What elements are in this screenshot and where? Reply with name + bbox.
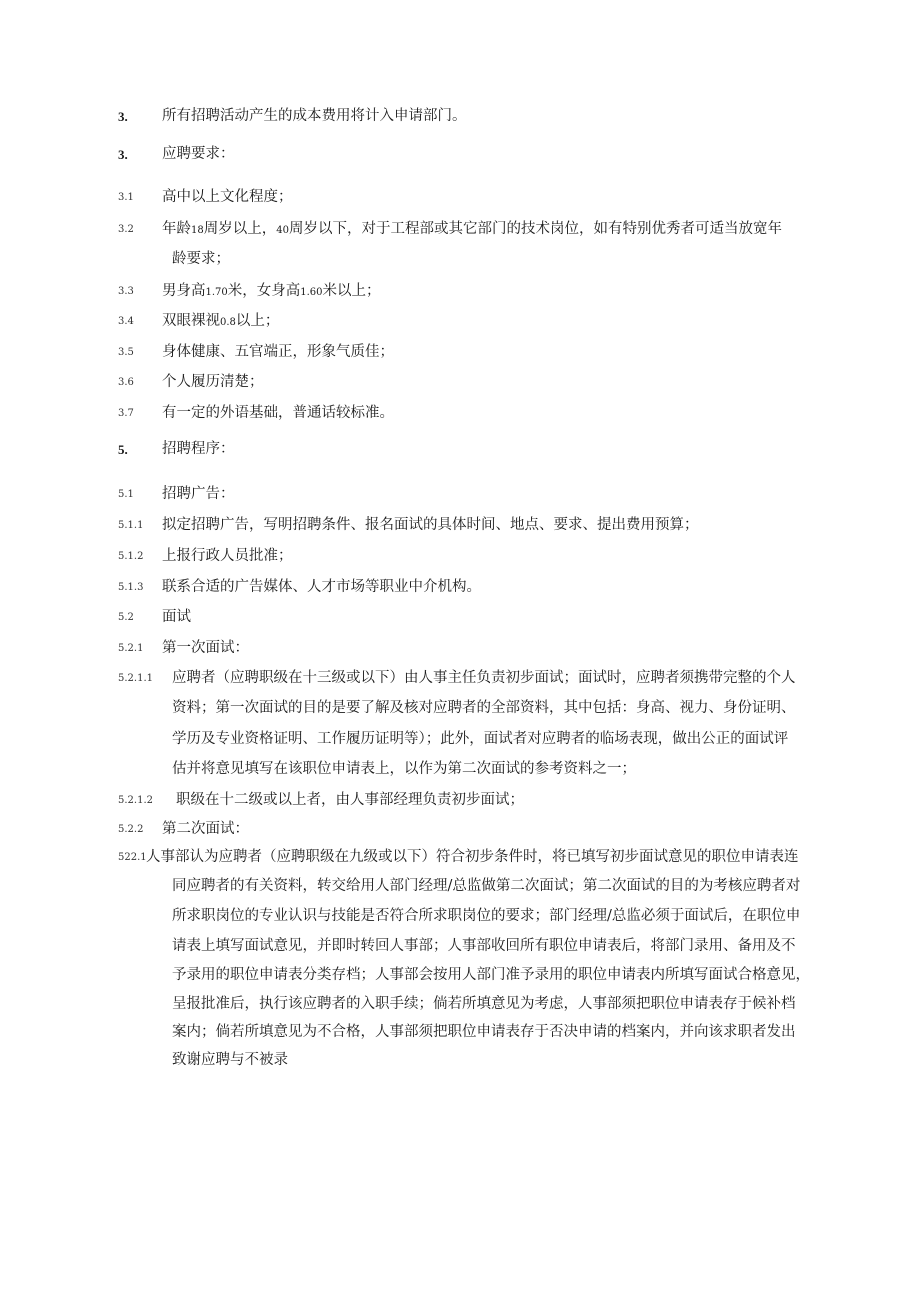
item-text: 有一定的外语基础，普通话较标准。	[162, 405, 394, 421]
item-number: 5.1.2	[118, 551, 144, 562]
paragraph-line: 呈报批准后，执行该应聘者的入职手续；倘若所填意见为考虑，人事部须把职位申请表存于候补档	[172, 996, 796, 1012]
item-number: 3.5	[118, 347, 134, 358]
item-text: 身体健康、五官端正，形象气质佳；	[162, 344, 394, 360]
item-number: 5.1.1	[118, 520, 144, 531]
item-number: 5.1.3	[118, 582, 144, 593]
item-text: 上报行政人员批准；	[162, 548, 293, 564]
paragraph-line: 所求职岗位的专业认识与技能是否符合所求职岗位的要求；部门经理/总监必须于面试后，在职位申	[172, 908, 801, 924]
item-text: 职级在十二级或以上者，由人事部经理负责初步面试；	[176, 792, 524, 808]
item-number: 3.1	[118, 192, 134, 203]
item-number: 3.6	[118, 377, 134, 388]
item-number: 3.4	[118, 316, 134, 327]
item-text: 年龄18周岁以上，40周岁以下，对于工程部或其它部门的技术岗位，如有特别优秀者可适当放宽年	[162, 221, 782, 237]
paragraph-line: 同应聘者的有关资料，转交给用人部门经理/总监做第二次面试；第二次面试的目的为考核应聘者对	[172, 878, 801, 894]
item-number: 522.1	[118, 852, 147, 863]
paragraph-line: 估并将意见填写在该职位申请表上，以作为第二次面试的参考资料之一；	[172, 761, 636, 777]
section-heading: 招聘程序：	[162, 441, 235, 457]
paragraph-line: 人事部认为应聘者（应聘职级在九级或以下）符合初步条件时，将已填写初步面试意见的职位申请表连	[146, 849, 799, 865]
item-number: 3.7	[118, 408, 134, 419]
item-number: 5.2.1.1	[118, 673, 153, 684]
item-text: 第一次面试：	[162, 640, 249, 656]
item-text: 高中以上文化程度；	[162, 189, 293, 205]
item-number: 3.3	[118, 286, 134, 297]
item-text: 拟定招聘广告，写明招聘条件、报名面试的具体时间、地点、要求、提出费用预算；	[162, 517, 699, 533]
item-text-continued: 龄要求；	[172, 251, 230, 267]
paragraph-line: 予录用的职位申请表分类存档；人事部会按用人部门准予录用的职位申请表内所填写面试合格意见，	[172, 967, 810, 983]
item-text: 第二次面试：	[162, 821, 249, 837]
item-text: 联系合适的广告媒体、人才市场等职业中介机构。	[162, 579, 481, 595]
paragraph-line: 案内；倘若所填意见为不合格，人事部须把职位申请表存于否决申请的档案内，并向该求职者发出	[172, 1024, 796, 1040]
item-text: 双眼裸视0.8以上；	[162, 313, 280, 329]
item-text: 男身高1.70米，女身高1.60米以上；	[162, 283, 381, 299]
item-text: 个人履历清楚；	[162, 374, 264, 390]
item-text: 所有招聘活动产生的成本费用将计入申请部门。	[162, 108, 467, 124]
item-number: 5.2	[118, 612, 134, 623]
item-number: 3.2	[118, 224, 134, 235]
item-text: 面试	[162, 609, 191, 625]
item-number: 5.2.1	[118, 643, 144, 654]
paragraph-line: 学历及专业资格证明、工作履历证明等）；此外，面试者对应聘者的临场表现，做出公正的面试评	[172, 731, 789, 747]
paragraph-line: 资料；第一次面试的目的是要了解及核对应聘者的全部资料，其中包括：身高、视力、身份证明、	[172, 700, 796, 716]
paragraph-line: 致谢应聘与不被录	[172, 1052, 288, 1068]
section-number: 5.	[118, 442, 128, 457]
item-number: 3.	[118, 109, 128, 124]
item-number: 5.2.2	[118, 824, 144, 835]
paragraph-line: 应聘者（应聘职级在十三级或以下）由人事主任负责初步面试；面试时，应聘者须携带完整的个人	[172, 670, 796, 686]
section-heading: 应聘要求：	[162, 146, 235, 162]
section-number: 3.	[118, 147, 128, 162]
paragraph-line: 请表上填写面试意见，并即时转回人事部；人事部收回所有职位申请表后，将部门录用、备用及不	[172, 938, 796, 954]
item-number: 5.1	[118, 489, 134, 500]
item-text: 招聘广告：	[162, 486, 235, 502]
item-number: 5.2.1.2	[118, 795, 153, 806]
